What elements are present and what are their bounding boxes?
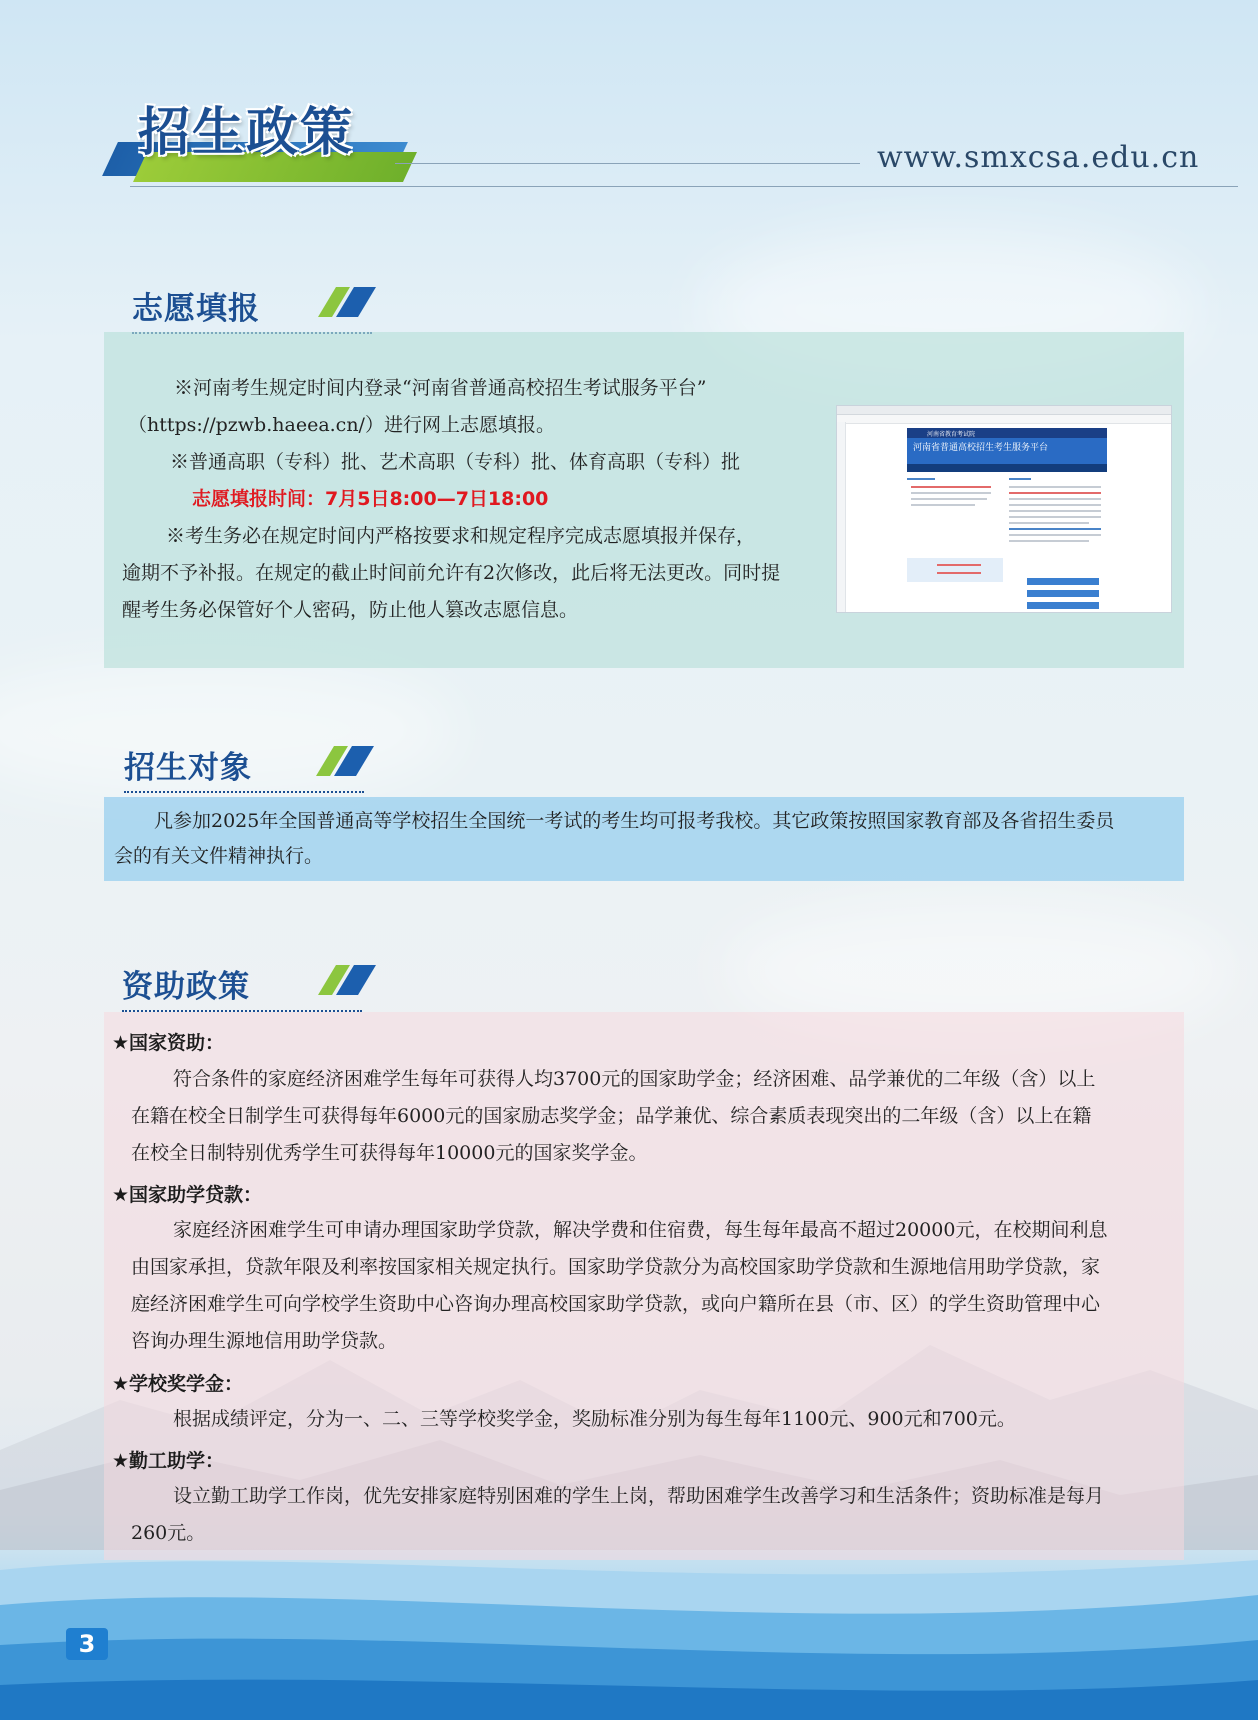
- screenshot-links-panel: [907, 558, 1003, 582]
- screenshot-text-line: [937, 564, 981, 566]
- screenshot-text-line: [1009, 516, 1101, 518]
- target-text: [114, 804, 1178, 874]
- section-heading-aid: [122, 961, 372, 1006]
- slash-decoration-icon: [318, 287, 378, 317]
- aid-item-text: [131, 1401, 1186, 1438]
- header-divider: [130, 186, 1238, 187]
- screenshot-text-line: [1009, 510, 1101, 512]
- section-heading-target: [124, 742, 374, 787]
- slash-decoration-icon: [318, 965, 378, 995]
- header-divider: [395, 163, 860, 164]
- platform-screenshot: [836, 405, 1172, 613]
- screenshot-text-line: [911, 498, 987, 500]
- aid-line: 260元。: [131, 1522, 206, 1544]
- site-url: www.smxcsa.edu.cn: [877, 140, 1200, 175]
- volunteer-line: ※考生务必在规定时间内严格按要求和规定程序完成志愿填报并保存，: [166, 525, 756, 547]
- screenshot-button: [1027, 578, 1099, 585]
- platform-title: 河南省普通高校招生考生服务平台: [913, 443, 1049, 453]
- screenshot-text-line: [911, 492, 991, 494]
- aid-item-title: ★学校奖学金：: [112, 1373, 244, 1395]
- platform-menu: [907, 464, 1107, 472]
- browser-tab-bar: [837, 406, 1171, 415]
- aid-line: 家庭经济困难学生可申请办理国家助学贷款，解决学费和住宿费，每生每年最高不超过20000元，在校期间利息: [173, 1219, 1108, 1241]
- section-heading-label: 志愿填报: [132, 291, 260, 327]
- aid-line: 根据成绩评定，分为一、二、三等学校奖学金，奖励标准分别为每生每年1100元、900元和700元。: [173, 1408, 1016, 1430]
- volunteer-line: ※普通高职（专科）批、艺术高职（专科）批、体育高职（专科）批: [170, 451, 741, 473]
- screenshot-text-line: [1009, 522, 1089, 524]
- aid-line: 在校全日制特别优秀学生可获得每年10000元的国家奖学金。: [131, 1142, 648, 1164]
- page-title: 招生政策: [138, 103, 355, 163]
- aid-line: 符合条件的家庭经济困难学生每年可获得人均3700元的国家助学金；经济困难、品学兼优的二年级（含）以上: [173, 1068, 1096, 1090]
- screenshot-text-line: [1009, 492, 1101, 494]
- volunteer-time: 志愿填报时间：7月5日8:00—7日18:00: [192, 488, 549, 510]
- target-line: 会的有关文件精神执行。: [114, 845, 324, 867]
- target-line: 凡参加2025年全国普通高等学校招生全国统一考试的考生均可报考我校。其它政策按照国家教育部及各省招生委员: [154, 810, 1115, 832]
- volunteer-line: ※河南考生规定时间内登录“河南省普通高校招生考试服务平台”: [174, 377, 707, 399]
- aid-item-text: [131, 1478, 1186, 1552]
- screenshot-text-line: [937, 572, 981, 574]
- section-heading-volunteer: [132, 283, 382, 328]
- volunteer-text: [122, 370, 842, 629]
- screenshot-text-line: [1009, 534, 1101, 536]
- screenshot-text-line: [907, 478, 935, 480]
- screenshot-button: [1027, 590, 1099, 597]
- screenshot-text-line: [911, 486, 991, 488]
- aid-line: 设立勤工助学工作岗，优先安排家庭特别困难的学生上岗，帮助困难学生改善学习和生活条件；资助标准是每月: [173, 1485, 1105, 1507]
- aid-item-text: [131, 1061, 1186, 1172]
- screenshot-text-line: [1009, 528, 1101, 530]
- screenshot-text-line: [1009, 540, 1089, 542]
- aid-line: 由国家承担，贷款年限及利率按国家相关规定执行。国家助学贷款分为高校国家助学贷款和生源地信用助学贷款，家: [131, 1256, 1101, 1278]
- screenshot-button: [1027, 602, 1099, 609]
- browser-sidebar: [837, 422, 846, 612]
- heading-underline: [124, 791, 364, 793]
- slash-decoration-icon: [316, 746, 376, 776]
- section-heading-label: 招生对象: [124, 750, 252, 786]
- page-number-badge: 3: [66, 1628, 108, 1660]
- browser-address-bar: [837, 415, 1171, 424]
- aid-line: 在籍在校全日制学生可获得每年6000元的国家励志奖学金；品学兼优、综合素质表现突出的二年级（含）以上在籍: [131, 1105, 1092, 1127]
- screenshot-text-line: [1009, 504, 1101, 506]
- background-waves: [0, 1550, 1258, 1720]
- aid-item-title: ★勤工助学：: [112, 1450, 225, 1472]
- screenshot-text-line: [1009, 498, 1101, 500]
- screenshot-text-line: [1009, 478, 1031, 480]
- page-title-banner: [110, 90, 410, 190]
- volunteer-line: 醒考生务必保管好个人密码，防止他人篡改志愿信息。: [122, 599, 579, 621]
- aid-item-title: ★国家助学贷款：: [112, 1184, 263, 1206]
- section-heading-label: 资助政策: [122, 969, 250, 1005]
- volunteer-line: （https://pzwb.haeea.cn/）进行网上志愿填报。: [128, 414, 555, 436]
- aid-line: 庭经济困难学生可向学校学生资助中心咨询办理高校国家助学贷款，或向户籍所在县（市、区）的学生资助管理中心: [131, 1293, 1101, 1315]
- platform-small-title: 河南省教育考试院: [927, 431, 976, 438]
- volunteer-line: 逾期不予补报。在规定的截止时间前允许有2次修改，此后将无法更改。同时提: [122, 562, 781, 584]
- aid-item-text: [131, 1212, 1186, 1360]
- screenshot-text-line: [1009, 486, 1101, 488]
- aid-item-title: ★国家资助：: [112, 1032, 225, 1054]
- aid-line: 咨询办理生源地信用助学贷款。: [131, 1330, 398, 1352]
- screenshot-text-line: [911, 504, 975, 506]
